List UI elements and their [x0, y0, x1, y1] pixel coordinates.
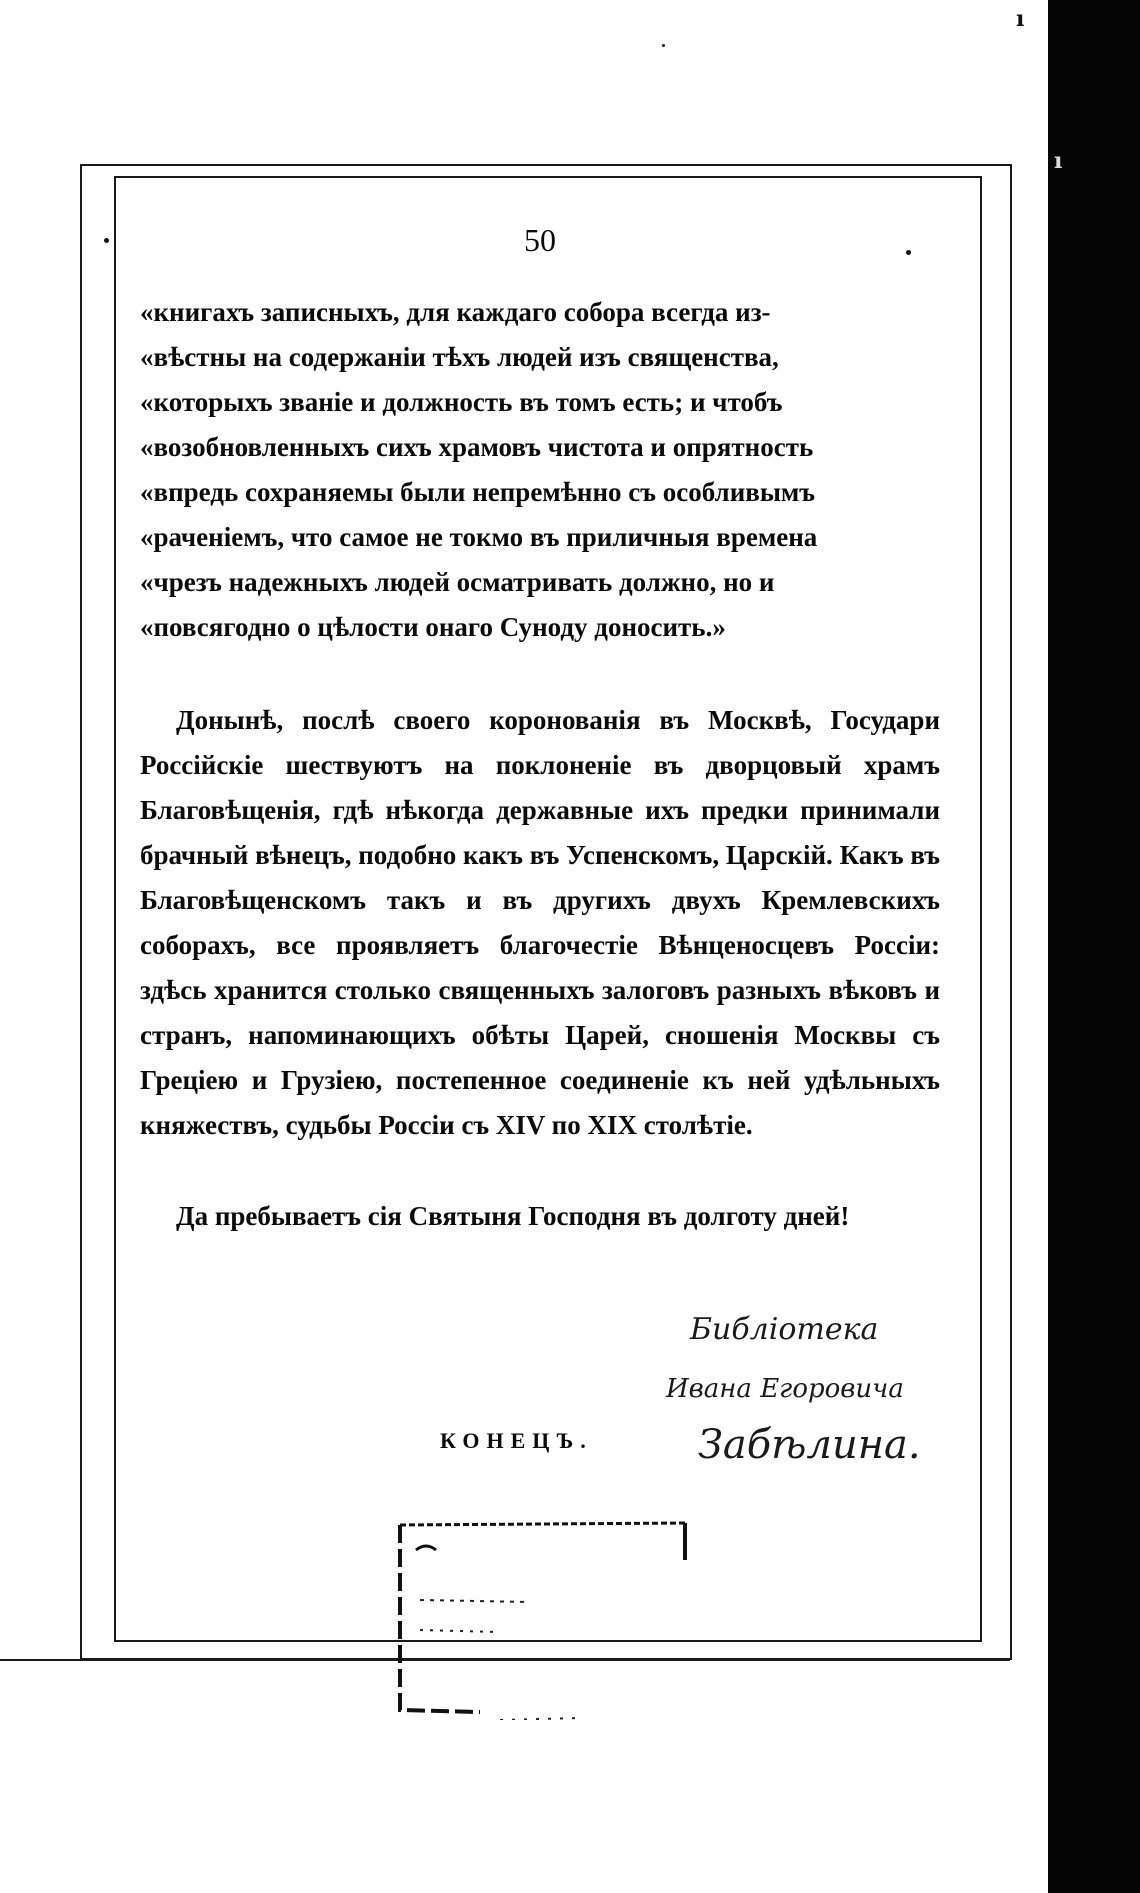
quote-line: «книгахъ записныхъ, для каждаго собора всегда из- [140, 297, 771, 327]
quote-paragraph [140, 290, 940, 650]
signature-line: Библіотека [690, 1312, 879, 1347]
edge-mark-top: ı [1016, 6, 1025, 32]
quote-line: «раченіемъ, что самое не токмо въ приличныя времена [140, 522, 818, 552]
body-paragraph: Донынѣ, послѣ своего коронованія въ Москвѣ, Государи Россійскіе шествуютъ на поклоненіе въ дворцовый храмъ Благовѣщенія, гдѣ нѣкогда державные ихъ предки принимали брачный вѣнецъ, подобно какъ въ Успенскомъ, Царскій. Какъ въ Благовѣщенскомъ такъ и въ другихъ двухъ Кремлевскихъ соборахъ, все проявляетъ благочестіе Вѣнценосцевъ Россіи: здѣсь хранится столько священныхъ залоговъ разныхъ вѣковъ и странъ, напоминающихъ обѣты Царей, сношенія Москвы съ Греціею и Грузіею, постепенное соединеніе къ ней удѣльныхъ княжествъ, судьбы Россіи съ XIV по XIX столѣтіе. [140, 705, 940, 1140]
end-mark: КОНЕЦЪ. [440, 1428, 593, 1453]
quote-line: «чрезъ надежныхъ людей осматривать должно, но и [140, 567, 775, 597]
page-number: 50 [524, 222, 556, 258]
library-stamp [380, 1520, 700, 1720]
page-text [140, 290, 940, 1239]
quote-line: «которыхъ званіе и должность въ томъ есть; и чтобъ [140, 387, 783, 417]
signature-line: Ивана Егоровича [666, 1374, 904, 1404]
handwritten-signature [650, 1312, 970, 1482]
edge-mark-mid: ı [1054, 148, 1063, 174]
scan-dark-edge [1048, 0, 1140, 1893]
signature-line: Забѣлина. [698, 1422, 921, 1468]
quote-line: «возобновленныхъ сихъ храмовъ чистота и опрятность [140, 432, 814, 462]
quote-line: «повсягодно о цѣлости онаго Суноду доносить.» [140, 612, 726, 642]
closing-paragraph: Да пребываетъ сія Святыня Господня въ долготу дней! [176, 1201, 850, 1231]
quote-line: «впредь сохраняемы были непремѣнно съ особливымъ [140, 477, 816, 507]
quote-line: «вѣстны на содержаніи тѣхъ людей изъ священства, [140, 342, 779, 372]
margin-dot-top [662, 44, 665, 47]
